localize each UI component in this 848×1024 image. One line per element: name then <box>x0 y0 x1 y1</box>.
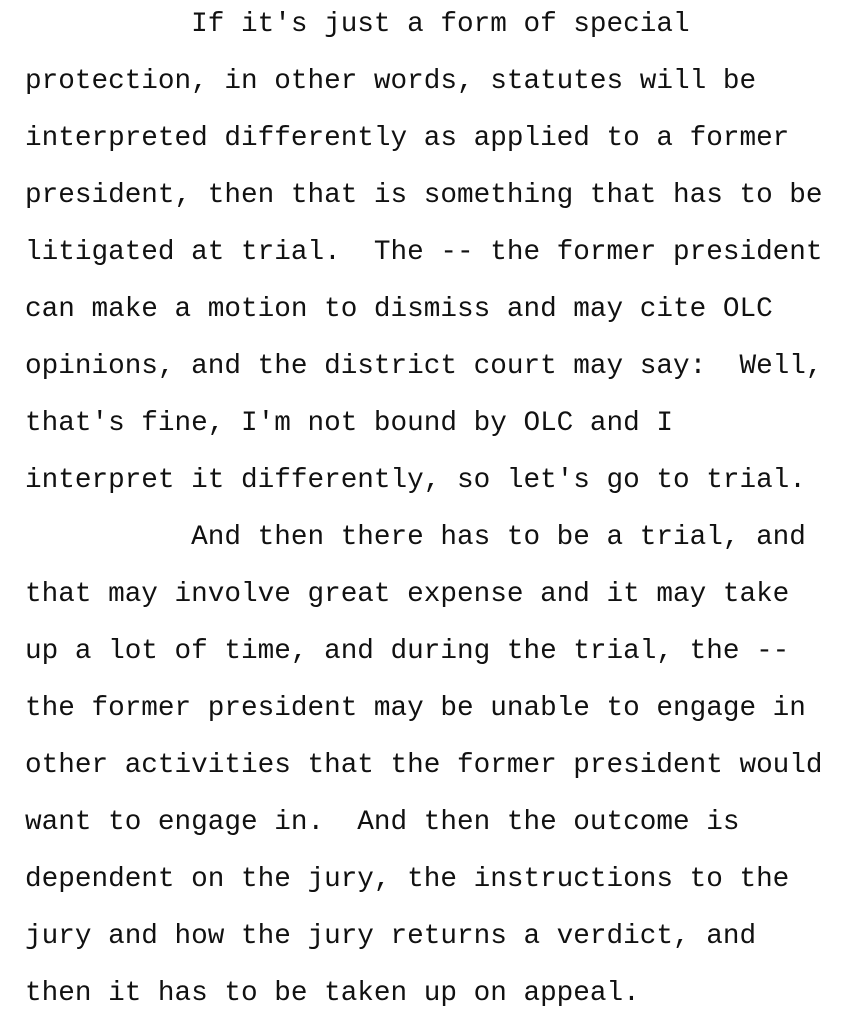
transcript-line: And then there has to be a trial, and <box>25 522 806 553</box>
transcript-line: litigated at trial. The -- the former president <box>25 237 823 268</box>
transcript-line: want to engage in. And then the outcome is <box>25 807 740 838</box>
transcript-line: that may involve great expense and it may take <box>25 579 790 610</box>
transcript-line: If it's just a form of special <box>25 9 690 40</box>
transcript-line: up a lot of time, and during the trial, the -- <box>25 636 790 667</box>
transcript-line: that's fine, I'm not bound by OLC and I <box>25 408 673 439</box>
transcript-line: interpreted differently as applied to a former <box>25 123 790 154</box>
transcript-line: other activities that the former president would <box>25 750 823 781</box>
transcript-line: interpret it differently, so let's go to trial. <box>25 465 806 496</box>
transcript-line: the former president may be unable to engage in <box>25 693 806 724</box>
transcript-line: dependent on the jury, the instructions to the <box>25 864 790 895</box>
transcript-line: president, then that is something that has to be <box>25 180 823 211</box>
transcript-line: can make a motion to dismiss and may cite OLC <box>25 294 773 325</box>
transcript-line: then it has to be taken up on appeal. <box>25 978 640 1009</box>
transcript-line: opinions, and the district court may say: Well, <box>25 351 823 382</box>
transcript-line: protection, in other words, statutes will be <box>25 66 757 97</box>
transcript-line: jury and how the jury returns a verdict, and <box>25 921 757 952</box>
